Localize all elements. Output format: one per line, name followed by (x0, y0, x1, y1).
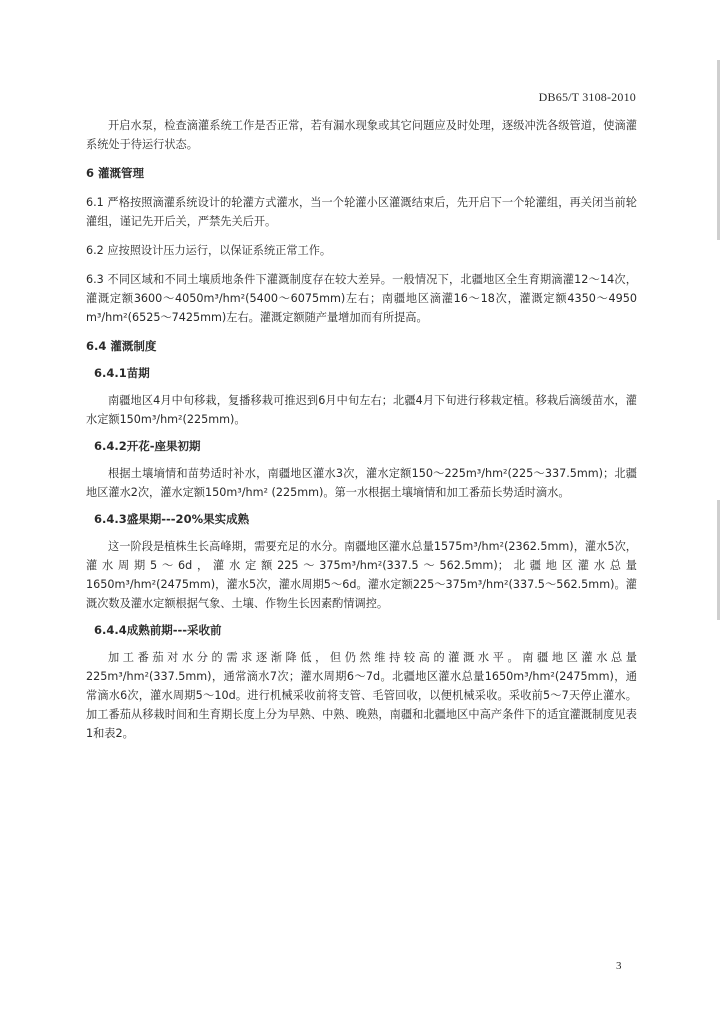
page-number: 3 (616, 960, 622, 972)
clause-6-1: 6.1 严格按照滴灌系统设计的轮灌方式灌水，当一个轮灌小区灌溉结束后，先开启下一个轮灌组，再关闭当前轮灌组，谨记先开后关，严禁先关后开。 (86, 196, 637, 228)
clause-6-4-3-text: 这一阶段是植株生长高峰期，需要充足的水分。南疆地区灌水总量1575m³/hm²(2362.5mm)，灌水5次，灌水周期5～6d，灌水定额225～375m³/hm²(337.5～562.5mm)；北疆地区灌水总量1650m³/hm²(2475mm)，灌水5次，灌水周期5～6d。灌水定额225～375m³/hm²(337.5～562.5mm)。灌溉次数及灌水定额根据气象、土壤、作物生长因素酌情调控。 (86, 540, 637, 610)
standard-code: DB65/T 3108-2010 (538, 90, 636, 104)
scan-edge-mark (717, 500, 720, 620)
document-body (86, 116, 637, 743)
clause-6-3: 6.3 不同区域和不同土壤质地条件下灌溉制度存在较大差异。一般情况下，北疆地区全生育期滴灌12～14次，灌溉定额3600～4050m³/hm²(5400～6075mm)左右；南疆地区滴灌16～18次，灌溉定额4350～4950 m³/hm²(6525～7425mm)左右。灌溉定额随产量增加而有所提高。 (86, 273, 637, 324)
clause-6-4-1-text: 南疆地区4月中旬移栽，复播移栽可推迟到6月中旬左右；北疆4月下旬进行移栽定植。移栽后滴缓苗水，灌水定额150m³/hm²(225mm)。 (86, 394, 637, 426)
intro-paragraph: 开启水泵，检查滴灌系统工作是否正常，若有漏水现象或其它问题应及时处理，逐级冲洗各级管道，使滴灌系统处于待运行状态。 (86, 119, 637, 151)
clause-6-4-4-text: 加工番茄对水分的需求逐渐降低，但仍然维持较高的灌溉水平。南疆地区灌水总量225m³/hm²(337.5mm)，通常滴水7次；灌水周期6～7d。北疆地区灌水总量1650m³/hm²(2475mm)，通常滴水6次，灌水周期5～10d。进行机械采收前将支管、毛管回收，以便机械采收。采收前5～7天停止灌水。加工番茄从移栽时间和生育期长度上分为早熟、中熟、晚熟，南疆和北疆地区中高产条件下的适宜灌溉制度见表1和表2。 (86, 651, 637, 740)
clause-6-4-2-text: 根据土壤墒情和苗势适时补水，南疆地区灌水3次，灌水定额150～225m³/hm²(225～337.5mm)；北疆地区灌水2次，灌水定额150m³/hm² (225mm)。第一水根据土壤墒情和加工番茄长势适时滴水。 (86, 467, 637, 499)
clause-6-4-2-heading: 6.4.2开花-座果初期 (94, 439, 201, 453)
clause-6-2: 6.2 应按照设计压力运行，以保证系统正常工作。 (86, 244, 332, 257)
clause-6-4-3-heading: 6.4.3盛果期---20%果实成熟 (94, 512, 250, 526)
clause-6-4-1-heading: 6.4.1苗期 (94, 366, 150, 380)
clause-6-4-4-heading: 6.4.4成熟前期---采收前 (94, 623, 222, 637)
scan-edge-mark (717, 60, 720, 240)
clause-6-4-heading: 6.4 灌溉制度 (86, 339, 157, 353)
section-6-heading: 6 灌溉管理 (86, 166, 145, 180)
